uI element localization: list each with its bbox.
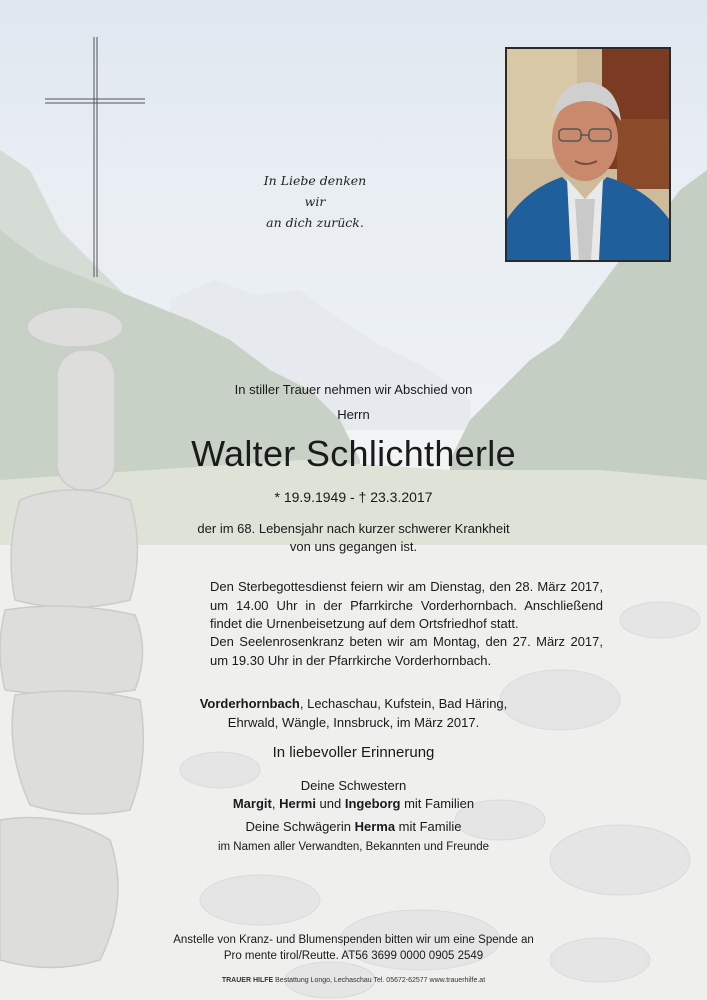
remembrance-heading: In liebevoller Erinnerung — [272, 744, 435, 761]
separator: und — [315, 796, 345, 811]
quote-line-1: In Liebe denken wir — [263, 173, 367, 209]
portrait-photo — [505, 47, 671, 262]
deceased-name: Walter Schlichtherle — [191, 433, 516, 474]
intro-text: In stiller Trauer nehmen wir Abschied von — [234, 382, 473, 397]
rosary-text: Den Seelenrosenkranz beten wir am Montag, den 27. März 2017, um 19.30 Uhr in der Pfarrkirche Vorderhornbach. — [210, 634, 603, 668]
all-mourners-line: im Namen aller Verwandten, Bekannten und Freunde — [217, 841, 490, 853]
funeral-home-brand: TRAUER HILFE — [221, 977, 274, 984]
sister-in-law-suffix: mit Familie — [395, 819, 462, 834]
separator: , — [271, 796, 280, 811]
donation-line-2: Pro mente tirol/Reutte. AT56 3699 0000 0905 2549 — [223, 950, 484, 962]
passing-line-2: von uns gegangen ist. — [289, 539, 418, 554]
sister-in-law-prefix: Deine Schwägerin — [245, 819, 355, 834]
cross-icon — [45, 37, 145, 277]
places-line-1 — [0, 695, 707, 713]
places-line-2: Ehrwald, Wängle, Innsbruck, im März 2017. — [227, 715, 480, 730]
salutation: Herrn — [337, 407, 370, 422]
places-rest: , Lechaschau, Kufstein, Bad Häring, — [299, 696, 508, 711]
sister-name: Margit — [232, 796, 272, 811]
donation-line-1: Anstelle von Kranz- und Blumenspenden bitten wir um eine Spende an — [173, 934, 534, 946]
funeral-service-text: Den Sterbegottesdienst feiern wir am Dienstag, den 28. März 2017, um 14.00 Uhr in der Pfarrkirche Vorderhornbach. Anschließend findet die Urnenbeisetzung auf dem Ortsfriedhof statt. — [210, 579, 603, 631]
sisters-names — [0, 795, 707, 813]
passing-line-1: der im 68. Lebensjahr nach kurzer schwerer Krankheit — [197, 521, 510, 536]
funeral-home-footer — [0, 976, 707, 986]
portrait-photo-icon — [507, 49, 669, 260]
sister-name: Ingeborg — [344, 796, 401, 811]
memorial-quote — [255, 170, 375, 233]
sister-name: Hermi — [279, 796, 316, 811]
sister-in-law-line — [0, 818, 707, 836]
quote-line-2: an dich zurück. — [266, 215, 364, 230]
life-dates: * 19.9.1949 - † 23.3.2017 — [274, 489, 433, 505]
sisters-suffix: mit Familien — [400, 796, 475, 811]
sisters-label: Deine Schwestern — [300, 778, 407, 793]
funeral-home-details: Bestattung Longo, Lechaschau Tel. 05672-62577 www.trauerhilfe.at — [273, 977, 486, 984]
home-village: Vorderhornbach — [199, 696, 300, 711]
sister-in-law-name: Herma — [354, 819, 396, 834]
